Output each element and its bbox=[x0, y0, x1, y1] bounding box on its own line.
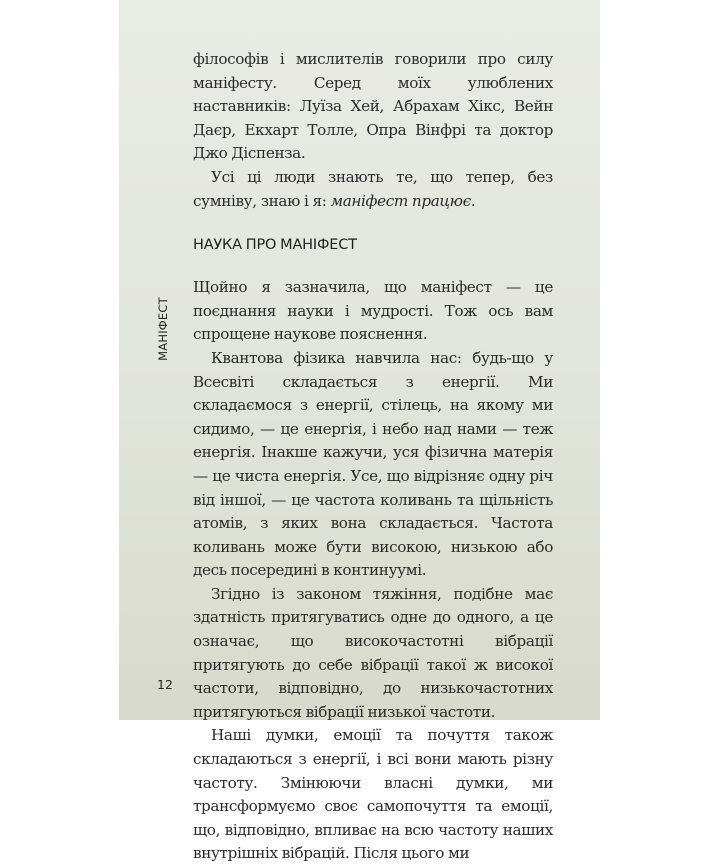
page-number: 12 bbox=[157, 677, 173, 692]
running-head bbox=[157, 298, 169, 360]
paragraph-lead-text: Усі ці люди знають те, що тепер, без сумніву, знаю і я: bbox=[193, 167, 553, 210]
emphasis-text: маніфест працює bbox=[330, 191, 471, 210]
paragraph-law-of-attraction: Згідно із законом тяжіння, подібне має здатність притягуватись одне до одного, а це означає, що високочастотні вібрації притягують до себе вібрації такої ж високої частоти, відповідно, до низькочастотних притягуються вібрації низької частоти. bbox=[193, 584, 553, 721]
paragraph-thoughts-emotions: Наші думки, емоції та почуття також складаються з енергії, і всі вони мають різну частоту. Змінюючи власні думки, ми трансформуємо своє самопочуття та емоції, що, відповідно, впливає на всю частоту наших внутрішніх вібрацій. Після цього ми bbox=[193, 726, 553, 863]
paragraph-quantum-physics: Квантова фізика навчила нас: будь-що у Всесвіті складається з енергії. Ми складаємося з енергії, стілець, на якому ми сидимо, — це енергія, і небо над нами — теж енергія. Інакше кажучи, уся фізична матерія — це чиста енергія. Усе, що відрізняє одну річ від іншої, — це частота коливань та щільність атомів, з яких вона складається. Частота коливань може бути високою, низькою або десь посередині в континуумі. bbox=[193, 348, 553, 580]
book-page bbox=[119, 0, 600, 863]
paragraph-tail-text: . bbox=[470, 191, 476, 210]
paragraph-manifest-works bbox=[193, 166, 553, 213]
section-heading: НАУКА ПРО МАНІФЕСТ bbox=[193, 237, 357, 254]
text-column bbox=[193, 48, 553, 866]
running-head-title: МАНІФЕСТ bbox=[156, 297, 170, 361]
paragraph-intro: Щойно я зазначила, що маніфест — це поєднання науки і мудрості. Тож ось вам спрощене наукове пояснення. bbox=[193, 278, 553, 344]
continued-paragraph: філософів і мислителів говорили про силу маніфесту. Серед моїх улюблених наставників: Луїза Хей, Абрахам Хікс, Вейн Даєр, Екхарт Толле, Опра Вінфрі та доктор Джо Діспенза. bbox=[193, 50, 553, 163]
